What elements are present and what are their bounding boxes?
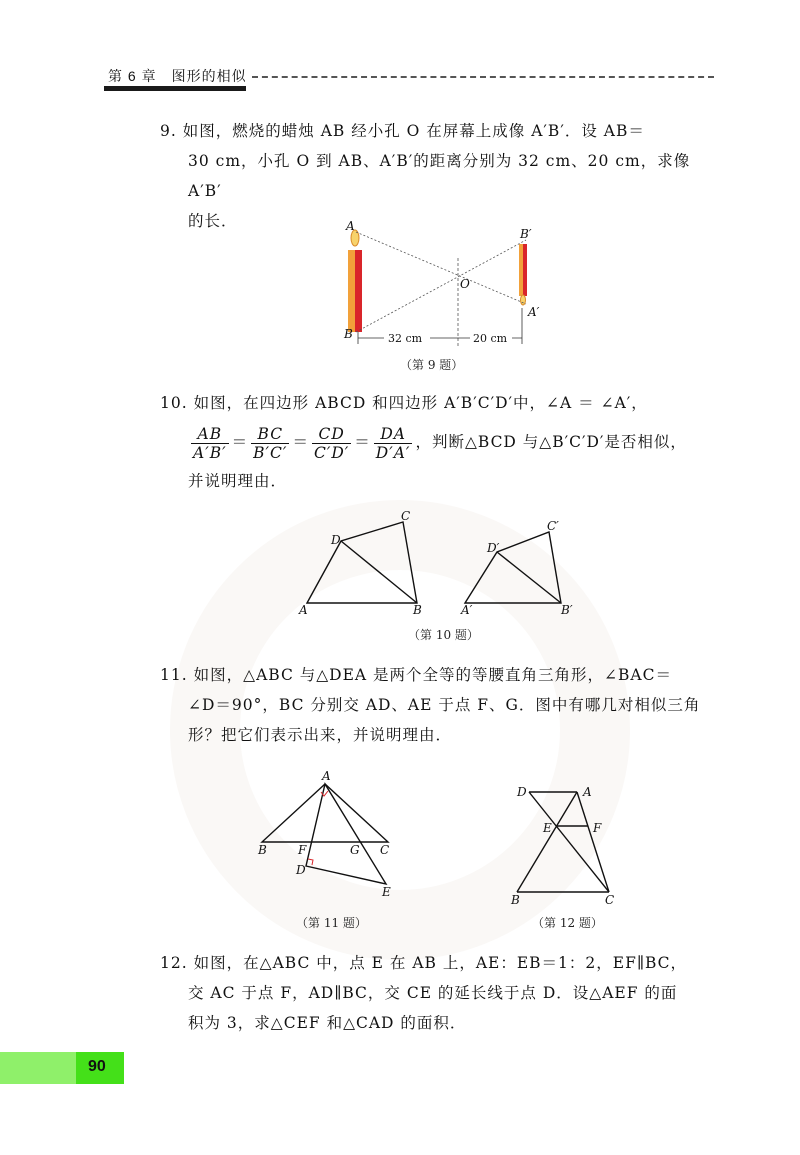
diagonal-DpBp [497, 552, 561, 603]
problem-12 [160, 948, 720, 1038]
label-F: F [593, 821, 602, 835]
label-D: D [517, 785, 527, 799]
problem-number: 12. [160, 954, 188, 972]
problem-text-line: 如图，在△ABC 中，点 E 在 AB 上，AE：EB＝1：2，EF∥BC， [193, 954, 688, 972]
header-dashed-rule [252, 76, 714, 78]
right-angle-mark-D [308, 859, 313, 865]
figure-12-trapezoid [505, 780, 635, 910]
figure-12-caption: （第 12 题） [532, 916, 603, 930]
page-number: 90 [88, 1058, 106, 1075]
label-A: A [322, 769, 331, 783]
label-C: C [401, 509, 411, 523]
problem-text-line: 如图，△ABC 与△DEA 是两个全等的等腰直角三角形，∠BAC＝ [193, 666, 672, 684]
triangle-DEA [306, 784, 386, 884]
label-C: C [605, 893, 615, 907]
segment-AB [517, 792, 577, 892]
problem-text-line: 的长． [188, 212, 238, 230]
fraction: $\frac{CD}{C'D'}$ [313, 424, 350, 462]
label-B: B [413, 603, 422, 617]
problem-10 [160, 388, 720, 496]
label-C: C [380, 843, 390, 857]
figure-11-caption: （第 11 题） [296, 916, 367, 930]
label-F: F [298, 843, 307, 857]
label-B: B [511, 893, 520, 907]
label-E: E [382, 885, 391, 899]
label-D-prime: D′ [487, 541, 500, 555]
label-E: E [543, 821, 552, 835]
problem-11 [160, 660, 720, 750]
problem-text-line: ，判断△BCD 与△B′C′D′是否相似， [415, 433, 687, 451]
figure-10-caption: （第 10 题） [408, 628, 479, 642]
label-A: A [299, 603, 308, 617]
label-B-prime: B′ [520, 227, 532, 241]
label-A-prime: A′ [528, 305, 540, 319]
segment-AC [577, 792, 609, 892]
fraction: $\frac{DA}{D'A'}$ [375, 424, 411, 462]
problem-text-line: 如图，燃烧的蜡烛 AB 经小孔 O 在屏幕上成像 A′B′．设 AB＝ [182, 122, 645, 140]
label-C-prime: C′ [547, 519, 559, 533]
ray-bottom [356, 240, 526, 332]
figure-11-triangles [252, 770, 412, 905]
label-B: B [344, 327, 353, 341]
label-A: A [346, 219, 355, 233]
label-B: B [258, 843, 267, 857]
image-flame-icon [521, 295, 526, 305]
problem-text-line: 如图，在四边形 ABCD 和四边形 A′B′C′D′中，∠A ＝ ∠A′， [193, 394, 648, 412]
problem-text-line: 形？把它们表示出来，并说明理由． [188, 726, 453, 744]
fraction: $\frac{BC}{B'C'}$ [253, 424, 288, 462]
problem-number: 11. [160, 666, 188, 684]
dimension-label-right: 20 cm [473, 332, 508, 345]
page-header [104, 62, 714, 92]
fraction: $\frac{AB}{A'B'}$ [193, 424, 227, 462]
ray-top [356, 232, 526, 304]
label-D: D [296, 863, 306, 877]
problem-text-line: 积为 3，求△CEF 和△CAD 的面积． [188, 1014, 467, 1032]
quadrilateral-ABCD [307, 522, 417, 603]
problem-number: 10. [160, 394, 188, 412]
candle-shade [355, 250, 362, 332]
problem-number: 9. [160, 122, 177, 140]
problem-text-line: 并说明理由． [188, 472, 288, 490]
figure-9-caption: （第 9 题） [400, 358, 464, 372]
label-B-prime: B′ [561, 603, 573, 617]
image-candle-shade [523, 244, 527, 296]
dimension-label-left: 32 cm [388, 332, 423, 345]
chapter-title: 第 6 章 图形的相似 [108, 68, 247, 84]
segment-DC [529, 792, 609, 892]
figure-9-pinhole-diagram [330, 218, 550, 348]
triangle-ABC [262, 784, 388, 842]
problem-text-line: 30 cm，小孔 O 到 AB、A′B′的距离分别为 32 cm、20 cm，求像A′B′ [188, 152, 691, 200]
page-number-bar-light [0, 1052, 76, 1084]
diagonal-DB [341, 541, 417, 603]
proportion-line: $\frac{AB}{A'B'}$ ＝ $\frac{BC}{B'C'}$ ＝ $\frac{CD}{C'D'}$ ＝ $\frac{DA}{D'A'}$ ，判断△BCD 与△B′C′D′是否相似， [193, 424, 687, 462]
label-O: O [460, 277, 470, 291]
problem-text-line: ∠D＝90°，BC 分别交 AD、AE 于点 F、G．图中有哪几对相似三角 [188, 696, 701, 714]
label-A: A [583, 785, 592, 799]
label-G: G [350, 843, 360, 857]
problem-text-line: 交 AC 于点 F，AD∥BC，交 CE 的延长线于点 D．设△AEF 的面 [188, 984, 678, 1002]
label-D: D [331, 533, 341, 547]
figure-10-quadrilaterals [295, 508, 595, 620]
label-A-prime: A′ [461, 603, 473, 617]
chapter-underline [104, 86, 246, 91]
